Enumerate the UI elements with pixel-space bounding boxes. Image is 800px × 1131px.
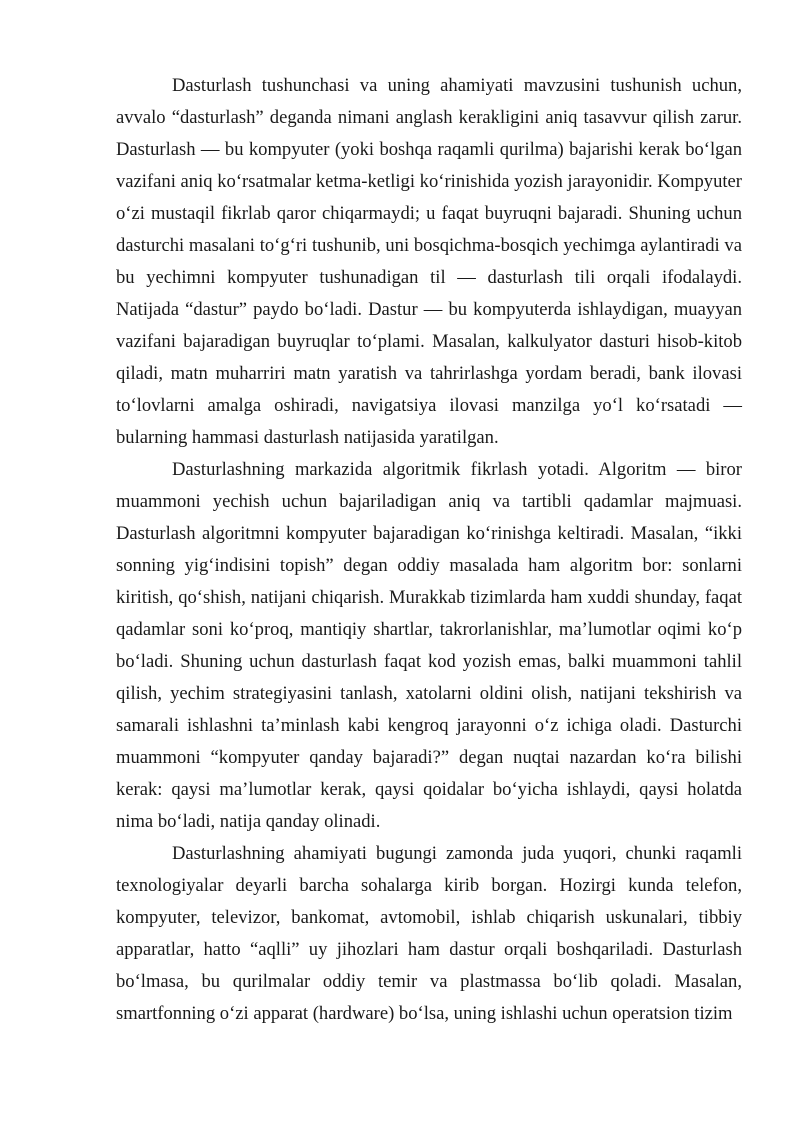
document-body <box>116 70 742 1030</box>
paragraph-1: Dasturlash tushunchasi va uning ahamiyati mavzusini tushunish uchun, avvalo “dasturlash” deganda nimani anglash kerakligini aniq tasavvur qilish zarur. Dasturlash — bu kompyuter (yoki boshqa raqamli qurilma) bajarishi kerak bo‘lgan vazifani aniq ko‘rsatmalar ketma-ketligi ko‘rinishida yozish jarayonidir. Kompyuter o‘zi mustaqil fikrlab qaror chiqarmaydi; u faqat buyruqni bajaradi. Shuning uchun dasturchi masalani to‘g‘ri tushunib, uni bosqichma-bosqich yechimga aylantiradi va bu yechimni kompyuter tushunadigan til — dasturlash tili orqali ifodalaydi. Natijada “dastur” paydo bo‘ladi. Dastur — bu kompyuterda ishlaydigan, muayyan vazifani bajaradigan buyruqlar to‘plami. Masalan, kalkulyator dasturi hisob-kitob qiladi, matn muharriri matn yaratish va tahrirlashga yordam beradi, bank ilovasi to‘lovlarni amalga oshiradi, navigatsiya ilovasi manzilga yo‘l ko‘rsatadi — bularning hammasi dasturlash natijasida yaratilgan. <box>116 75 742 448</box>
paragraph-2: Dasturlashning markazida algoritmik fikrlash yotadi. Algoritm — biror muammoni yechish uchun bajariladigan aniq va tartibli qadamlar majmuasi. Dasturlash algoritmni kompyuter bajaradigan ko‘rinishga keltiradi. Masalan, “ikki sonning yig‘indisini topish” degan oddiy masalada ham algoritm bor: sonlarni kiritish, qo‘shish, natijani chiqarish. Murakkab tizimlarda ham xuddi shunday, faqat qadamlar soni ko‘proq, mantiqiy shartlar, takrorlanishlar, ma’lumotlar oqimi ko‘p bo‘ladi. Shuning uchun dasturlash faqat kod yozish emas, balki muammoni tahlil qilish, yechim strategiyasini tanlash, xatolarni oldini olish, natijani tekshirish va samarali ishlashni ta’minlash kabi kengroq jarayonni o‘z ichiga oladi. Dasturchi muammoni “kompyuter qanday bajaradi?” degan nuqtai nazardan ko‘ra bilishi kerak: qaysi ma’lumotlar kerak, qaysi qoidalar bo‘yicha ishlaydi, qaysi holatda nima bo‘ladi, natija qanday olinadi. <box>116 459 742 832</box>
paragraph-3: Dasturlashning ahamiyati bugungi zamonda juda yuqori, chunki raqamli texnologiyalar deyarli barcha sohalarga kirib borgan. Hozirgi kunda telefon, kompyuter, televizor, bankomat, avtomobil, ishlab chiqarish uskunalari, tibbiy apparatlar, hatto “aqlli” uy jihozlari ham dastur orqali boshqariladi. Dasturlash bo‘lmasa, bu qurilmalar oddiy temir va plastmassa bo‘lib qoladi. Masalan, smartfonning o‘zi apparat (hardware) bo‘lsa, uning ishlashi uchun operatsion tizim <box>116 843 742 1024</box>
